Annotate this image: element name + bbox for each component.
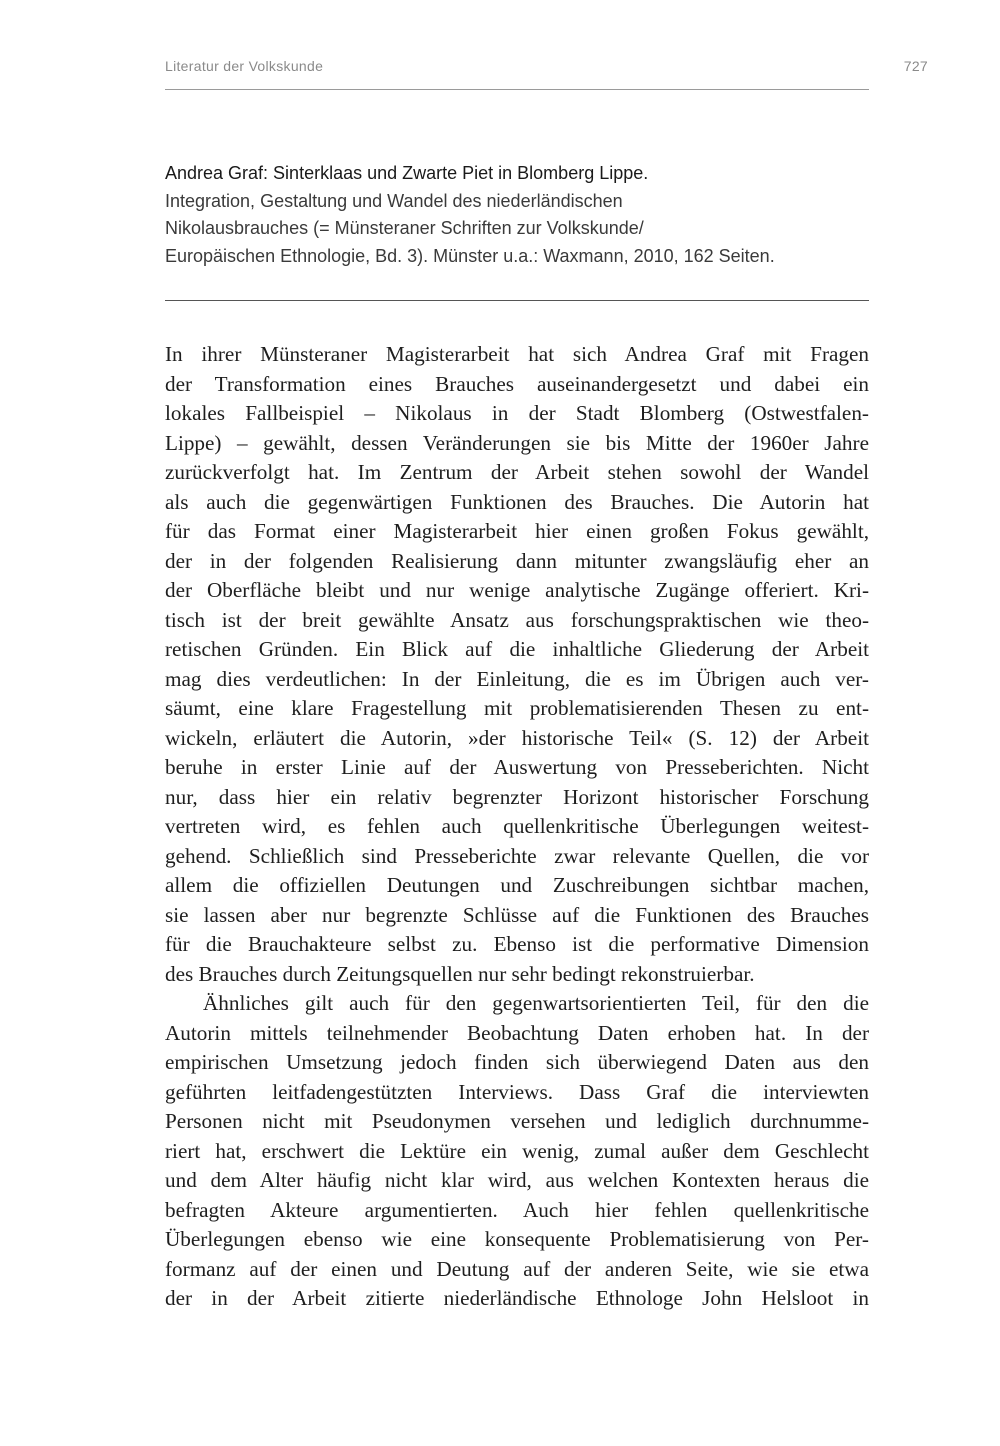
text-line: nur, dass hier ein relativ begrenzter Horizont historischer Forschung — [165, 784, 869, 809]
text-line: der in der Arbeit zitierte niederländische Ethnologe John Helsloot in — [165, 1286, 869, 1310]
citation-line: Integration, Gestaltung und Wandel des niederländischen — [165, 190, 623, 211]
text-line: und dem Alter häufig nicht klar wird, aus welchen Kontexten heraus die — [165, 1168, 869, 1192]
text-line: säumt, eine klare Fragestellung mit problematisierenden Thesen zu ent- — [165, 696, 869, 720]
text-line: formanz auf der einen und Deutung auf der anderen Seite, wie sie etwa — [165, 1256, 869, 1281]
text-line: gehend. Schließlich sind Presseberichte zwar relevante Quellen, die vor — [165, 843, 869, 868]
text-line: der Oberfläche bleibt und nur wenige analytische Zugänge offeriert. Kri- — [165, 578, 869, 602]
review-body — [165, 340, 869, 1314]
text-line: lokales Fallbeispiel – Nikolaus in der Stadt Blomberg (Ostwestfalen- — [165, 401, 869, 425]
running-head-title: Literatur der Volkskunde — [165, 58, 324, 74]
text-line: des Brauches durch Zeitungsquellen nur sehr bedingt rekonstruierbar. — [165, 961, 755, 986]
text-line: vertreten wird, es fehlen auch quellenkritische Überlegungen weitest- — [165, 814, 869, 838]
text-line: wickeln, erläutert die Autorin, »der historische Teil« (S. 12) der Arbeit — [165, 725, 869, 750]
text-line: beruhe in erster Linie auf der Auswertung von Presseberichten. Nicht — [165, 755, 869, 779]
text-line: Autorin mittels teilnehmender Beobachtung Daten erhoben hat. In der — [165, 1020, 869, 1045]
text-line: allem die offiziellen Deutungen und Zuschreibungen sichtbar machen, — [165, 873, 869, 897]
text-line: Ähnliches gilt auch für den gegenwartsorientierten Teil, für den die — [203, 991, 869, 1015]
text-line: tisch ist der breit gewählte Ansatz aus forschungspraktischen wie theo- — [165, 607, 869, 632]
text-line: sie lassen aber nur begrenzte Schlüsse auf die Funktionen des Brauches — [165, 902, 869, 927]
text-line: mag dies verdeutlichen: In der Einleitung, die es im Übrigen auch ver- — [165, 666, 869, 691]
book-citation — [165, 160, 885, 270]
text-line: für die Brauchakteure selbst zu. Ebenso ist die performative Dimension — [165, 932, 869, 956]
citation-divider — [165, 300, 869, 301]
text-line: der in der folgenden Realisierung dann mitunter zwangsläufig eher an — [165, 548, 869, 573]
text-line: der Transformation eines Brauches auseinandergesetzt und dabei ein — [165, 371, 869, 396]
text-line: Überlegungen ebenso wie eine konsequente Problematisierung von Per- — [165, 1227, 869, 1251]
paragraph-1 — [165, 340, 869, 989]
citation-title: Andrea Graf: Sinterklaas und Zwarte Piet in Blomberg Lippe. — [165, 163, 649, 183]
text-line: für das Format einer Magisterarbeit hier einen großen Fokus gewählt, — [165, 519, 869, 543]
text-line: retischen Gründen. Ein Blick auf die inhaltliche Gliederung der Arbeit — [165, 637, 869, 661]
text-line: zurückverfolgt hat. Im Zentrum der Arbeit stehen sowohl der Wandel — [165, 460, 869, 484]
header-divider — [165, 89, 869, 90]
page-number: 727 — [903, 58, 928, 74]
text-line: empirischen Umsetzung jedoch finden sich überwiegend Daten aus den — [165, 1050, 869, 1074]
text-line: befragten Akteure argumentierten. Auch hier fehlen quellenkritische — [165, 1197, 869, 1222]
citation-line: Europäischen Ethnologie, Bd. 3). Münster u.a.: Waxmann, 2010, 162 Seiten. — [165, 245, 775, 266]
text-line: riert hat, erschwert die Lektüre ein wenig, zumal außer dem Geschlecht — [165, 1138, 869, 1163]
text-line: als auch die gegenwärtigen Funktionen des Brauches. Die Autorin hat — [165, 489, 869, 514]
paragraph-2 — [165, 989, 869, 1314]
text-line: Personen nicht mit Pseudonymen versehen und lediglich durchnumme- — [165, 1109, 869, 1133]
text-line: In ihrer Münsteraner Magisterarbeit hat sich Andrea Graf mit Fragen — [165, 342, 869, 366]
citation-line: Nikolausbrauches (= Münsteraner Schriften zur Volkskunde/ — [165, 218, 644, 238]
text-line: Lippe) – gewählt, dessen Veränderungen sie bis Mitte der 1960er Jahre — [165, 430, 869, 455]
text-line: geführten leitfadengestützten Interviews. Dass Graf die interviewten — [165, 1079, 869, 1104]
